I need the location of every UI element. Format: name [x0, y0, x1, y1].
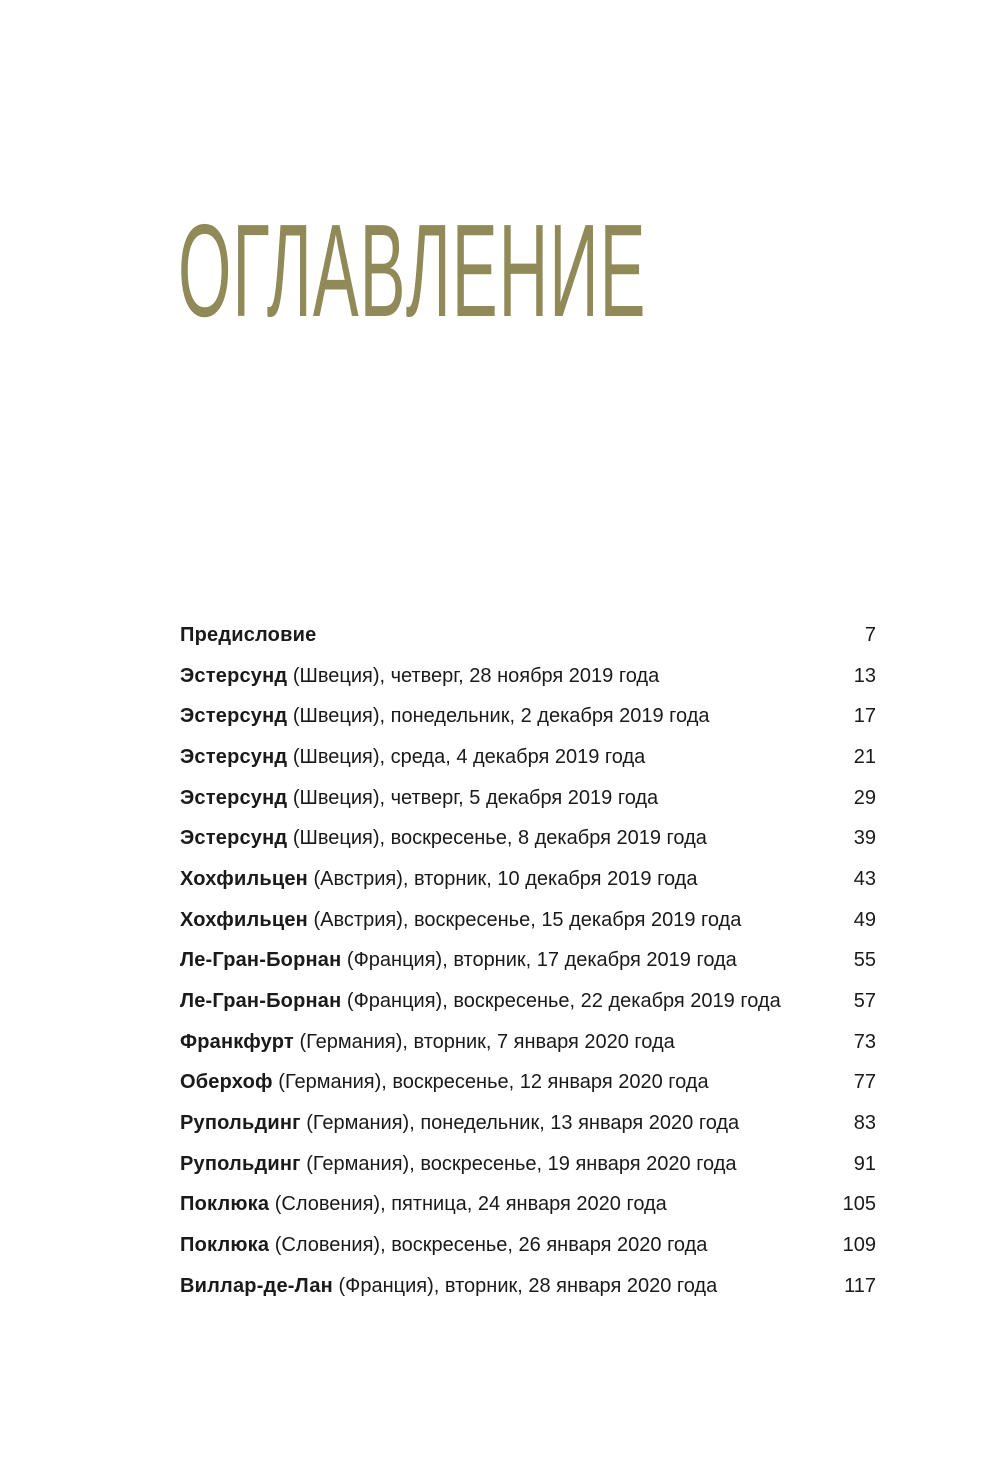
toc-entry[interactable] — [180, 737, 876, 778]
toc-entry[interactable] — [180, 818, 876, 859]
toc-entry-details: (Франция), воскресенье, 22 декабря 2019 года — [341, 990, 781, 1013]
toc-entry-page-number: 91 — [853, 1152, 876, 1175]
toc-entry-place: Предисловие — [180, 623, 317, 646]
toc-entry-place: Виллар-де-Лан — [180, 1274, 333, 1297]
toc-entry-place: Рупольдинг — [180, 1112, 301, 1135]
toc-entry[interactable] — [180, 778, 876, 819]
toc-entry-place: Эстерсунд — [180, 705, 288, 728]
toc-entry-text — [180, 787, 658, 810]
toc-entry-place: Оберхоф — [180, 1071, 273, 1094]
toc-entry-page-number: 55 — [853, 949, 876, 972]
toc-entry-text — [180, 909, 741, 932]
toc-entry[interactable] — [180, 1063, 876, 1104]
toc-entry-text — [180, 624, 316, 647]
toc-entry-page-number: 43 — [853, 867, 876, 890]
toc-entry-details: (Словения), пятница, 24 января 2020 года — [269, 1193, 667, 1216]
toc-entry-details: (Франция), вторник, 28 января 2020 года — [332, 1274, 718, 1297]
toc-entry-page-number: 109 — [842, 1234, 876, 1257]
toc-entry[interactable] — [180, 1266, 876, 1307]
toc-entry[interactable] — [180, 656, 876, 697]
toc-entry[interactable] — [180, 981, 876, 1022]
page-title: ОГЛАВЛЕНИЕ — [178, 197, 647, 344]
toc-entry-page-number: 13 — [853, 664, 876, 687]
toc-entry-details: (Швеция), четверг, 28 ноября 2019 года — [287, 664, 660, 687]
toc-entry-place: Поклюка — [180, 1234, 270, 1257]
toc-entry-details: (Германия), воскресенье, 19 января 2020 года — [300, 1152, 737, 1175]
toc-entry[interactable] — [180, 1225, 876, 1266]
toc-entry-text — [180, 1275, 717, 1298]
toc-entry-page-number: 117 — [844, 1274, 876, 1297]
toc-entry-page-number: 77 — [853, 1071, 876, 1094]
toc-entry-details: (Австрия), вторник, 10 декабря 2019 года — [307, 867, 698, 890]
toc-entry-text — [180, 949, 737, 972]
toc-entry[interactable] — [180, 1103, 876, 1144]
toc-entry-details: (Франция), вторник, 17 декабря 2019 года — [341, 949, 737, 972]
toc-entry-text — [180, 1112, 739, 1135]
toc-entry-text — [180, 746, 645, 769]
toc-entry-page-number: 73 — [853, 1030, 876, 1053]
toc-entry[interactable] — [180, 941, 876, 982]
toc-entry-page-number: 17 — [853, 705, 876, 728]
toc-entry-page-number: 57 — [853, 990, 876, 1013]
toc-entry-text — [180, 1193, 667, 1216]
toc-entry-details: (Швеция), четверг, 5 декабря 2019 года — [287, 786, 659, 809]
toc-entry-place: Поклюка — [180, 1193, 270, 1216]
toc-entry-text — [180, 1071, 709, 1094]
toc-entry-text — [180, 705, 710, 728]
toc-entry-page-number: 29 — [853, 786, 876, 809]
toc-entry-details: (Германия), вторник, 7 января 2020 года — [293, 1030, 675, 1053]
toc-entry[interactable] — [180, 859, 876, 900]
toc-entry-page-number: 21 — [853, 745, 876, 768]
toc-entry-details: (Швеция), воскресенье, 8 декабря 2019 года — [287, 827, 707, 850]
toc-entry-page-number: 7 — [864, 623, 876, 646]
toc-entry[interactable] — [180, 900, 876, 941]
toc-entry-details: (Швеция), понедельник, 2 декабря 2019 года — [287, 705, 710, 728]
toc-entry-page-number: 105 — [842, 1193, 876, 1216]
toc-entry-text — [180, 868, 697, 891]
toc-entry-place: Эстерсунд — [180, 745, 288, 768]
toc-entry-place: Хохфильцен — [180, 867, 308, 890]
toc-entry-place: Рупольдинг — [180, 1152, 301, 1175]
toc-entry-place: Ле-Гран-Борнан — [180, 949, 342, 972]
toc-entry-place: Франкфурт — [180, 1030, 294, 1053]
toc-entry-place: Ле-Гран-Борнан — [180, 990, 342, 1013]
toc-entry-text — [180, 1031, 675, 1054]
toc-entry-page-number: 83 — [853, 1112, 876, 1135]
toc-entry-place: Хохфильцен — [180, 908, 308, 931]
toc-entry-details: (Словения), воскресенье, 26 января 2020 года — [269, 1234, 708, 1257]
toc-entry[interactable] — [180, 1144, 876, 1185]
table-of-contents — [180, 615, 876, 1307]
toc-entry-text — [180, 665, 659, 688]
toc-entry-details: (Германия), понедельник, 13 января 2020 года — [300, 1112, 740, 1135]
toc-entry-preface[interactable] — [180, 615, 876, 656]
toc-entry-page-number: 49 — [853, 908, 876, 931]
toc-entry-details: (Швеция), среда, 4 декабря 2019 года — [287, 745, 646, 768]
toc-entry-text — [180, 1234, 707, 1257]
toc-entry-details: (Австрия), воскресенье, 15 декабря 2019 года — [307, 908, 742, 931]
toc-entry-details: (Германия), воскресенье, 12 января 2020 года — [272, 1071, 709, 1094]
toc-entry-text — [180, 990, 781, 1013]
toc-entry-text — [180, 827, 707, 850]
toc-entry-place: Эстерсунд — [180, 827, 288, 850]
toc-entry-text — [180, 1153, 737, 1176]
toc-entry[interactable] — [180, 1022, 876, 1063]
toc-entry[interactable] — [180, 696, 876, 737]
toc-entry-page-number: 39 — [853, 827, 876, 850]
toc-entry-place: Эстерсунд — [180, 786, 288, 809]
toc-entry[interactable] — [180, 1185, 876, 1226]
toc-entry-place: Эстерсунд — [180, 664, 288, 687]
